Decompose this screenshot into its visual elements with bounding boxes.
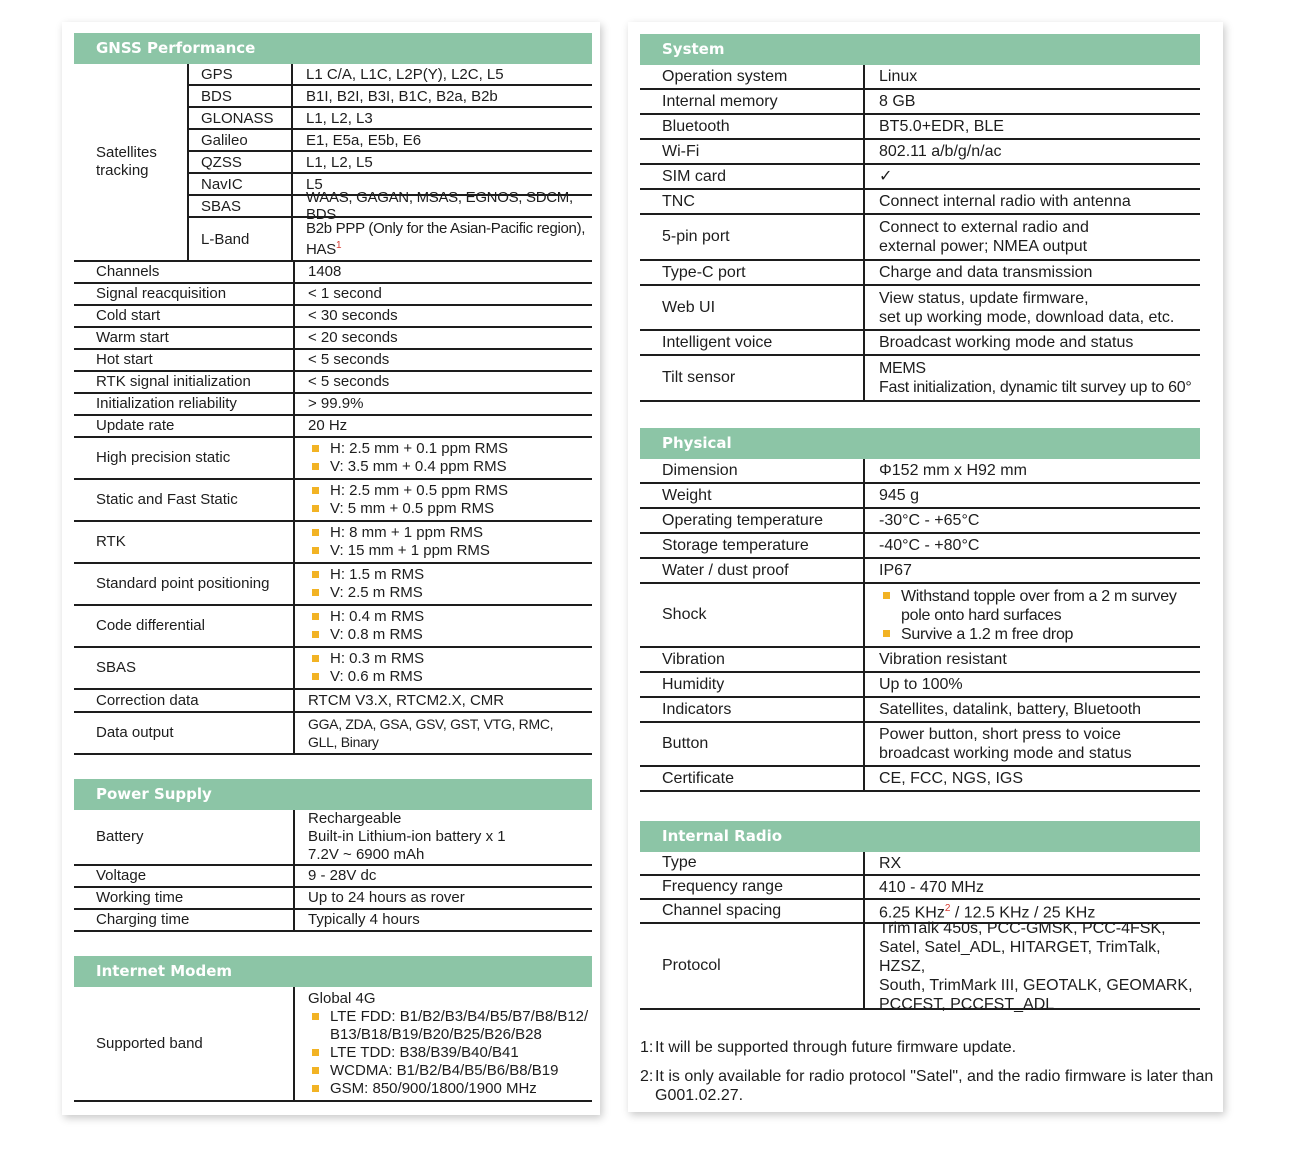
row-value [865,584,1200,646]
row-value: Vibration resistant [879,651,1007,668]
band-line: LTE FDD: B1/B2/B3/B4/B5/B7/B8/B12/ [308,1008,592,1026]
system-section-header: System [640,34,1200,65]
value-line: Fast initialization, dynamic tilt survey up to 60° [879,379,1192,396]
output-line: GGA, ZDA, GSA, GSV, GST, VTG, RMC, [308,716,554,732]
modem-head: Global 4G [308,989,376,1007]
row-label: Bluetooth [640,115,865,138]
row-value: Up to 100% [879,676,963,693]
voice-row [640,331,1200,356]
row-value: > 99.9% [308,395,364,412]
band-line: LTE TDD: B38/B39/B40/B41 [308,1044,592,1062]
row-label: Vibration [640,648,865,671]
row-label: Tilt sensor [640,356,865,400]
sat-row-glonass [187,108,592,130]
row-label: Intelligent voice [640,331,865,354]
accuracy-row [74,606,592,648]
row-label: TNC [640,190,865,213]
row-value [295,564,592,604]
row-value: 410 - 470 MHz [879,878,984,896]
row-value: Connect internal radio with antenna [879,193,1131,210]
value-line: Power button, short press to voice [879,726,1121,743]
footnote-1 [640,1038,1215,1057]
five-pin-row [640,215,1200,261]
row-label: SIM card [640,165,865,188]
row-label: Update rate [74,416,295,436]
row-label: Data output [74,713,295,753]
physical-row [640,698,1200,723]
radio-table [640,852,1200,1013]
protocol-line: PCCFST, PCCFST_ADL [879,995,1055,1013]
typec-row [640,261,1200,286]
supported-band-row [74,987,592,1102]
footnote-marker: 1 [335,240,342,251]
row-label: SBAS [74,648,295,688]
row-value [295,648,592,688]
correction-data-row [74,690,592,713]
row-label: Correction data [74,690,295,711]
vertical-accuracy: V: 3.5 mm + 0.4 ppm RMS [308,458,592,476]
spacing-rest: / 12.5 KHz / 25 KHz [950,904,1096,922]
power-table [74,810,592,932]
physical-row [640,534,1200,559]
row-value: 8 GB [879,93,916,110]
power-row [74,910,592,932]
sat-value [293,218,592,260]
row-value: IP67 [879,562,912,579]
accuracy-row [74,564,592,606]
row-value: Linux [879,68,918,85]
value-line: Connect to external radio and [879,219,1089,236]
sat-value: L1, L2, L3 [306,109,373,127]
row-value: Φ152 mm x H92 mm [879,462,1027,479]
row-value: Broadcast working mode and status [879,334,1134,351]
value-line: set up working mode, download data, etc. [879,308,1175,326]
vertical-accuracy: V: 2.5 m RMS [308,584,592,602]
lband-line: B2b PPP (Only for the Asian-Pacific region), [306,220,586,237]
row-value: Up to 24 hours as rover [308,889,465,906]
left-spec-panel [62,22,600,1115]
row-label: RTK signal initialization [74,372,295,392]
row-value [295,987,592,1100]
physical-row [640,484,1200,509]
sat-value: L1, L2, L5 [306,153,373,171]
vertical-accuracy: V: 5 mm + 0.5 ppm RMS [308,500,592,518]
horizontal-accuracy: H: 2.5 mm + 0.1 ppm RMS [308,440,592,458]
row-label: Operating temperature [640,509,865,532]
sat-row-bds [187,86,592,108]
row-label: Type-C port [640,261,865,284]
row-label: Working time [74,888,295,908]
protocol-line: TrimTalk 450s, PCC-GMSK, PCC-4FSK, [879,919,1166,937]
protocol-line: South, TrimMark III, GEOTALK, GEOMARK, [879,976,1193,994]
row-label: Static and Fast Static [74,480,295,520]
lband-line [306,237,592,258]
gnss-row [74,262,592,284]
sat-value: B1I, B2I, B3I, B1C, B2a, B2b [306,87,498,105]
row-value: < 1 second [308,285,382,302]
row-label: Channel spacing [640,900,865,922]
gnss-row [74,306,592,328]
sat-row-lband [187,218,592,260]
row-label: Shock [640,584,865,646]
row-value: -30°C - +65°C [879,512,980,529]
row-value: < 30 seconds [308,307,398,324]
accuracy-row [74,438,592,480]
sat-name: GLONASS [187,108,293,128]
row-value: 20 Hz [308,417,348,434]
row-value [295,522,592,562]
band-line: B13/B18/B19/B20/B25/B26/B28 [330,1025,542,1043]
protocol-line: Satel, Satel_ADL, HITARGET, TrimTalk, HZSZ, [879,938,1161,975]
gnss-row [74,328,592,350]
row-label: Operation system [640,65,865,88]
sat-name: BDS [187,86,293,106]
row-label: Internal memory [640,90,865,113]
value-line: broadcast working mode and status [879,745,1132,762]
protocol-row [640,919,1200,1013]
row-value [295,480,592,520]
gnss-row [74,416,592,438]
horizontal-accuracy: H: 1.5 m RMS [308,566,592,584]
button-row [640,723,1200,767]
modem-section-header: Internet Modem [74,956,592,987]
row-label: Weight [640,484,865,507]
sat-name: Galileo [187,130,293,150]
vertical-accuracy: V: 15 mm + 1 ppm RMS [308,542,592,560]
right-spec-panel [628,22,1223,1112]
power-row [74,888,592,910]
footnote-2 [640,1067,1215,1105]
physical-row [640,509,1200,534]
sat-row-gps [187,64,592,86]
row-value: CE, FCC, NGS, IGS [879,770,1024,787]
row-value: 1408 [308,263,342,280]
footnotes [640,1038,1215,1115]
accuracy-row [74,648,592,690]
row-value: RTCM V3.X, RTCM2.X, CMR [308,691,505,709]
row-value [865,215,1200,259]
gnss-row [74,372,592,394]
row-label: Signal reacquisition [74,284,295,304]
row-label: Wi-Fi [640,140,865,163]
battery-line: Built-in Lithium-ion battery x 1 [308,828,506,845]
row-label: Button [640,723,865,765]
gnss-section-header: GNSS Performance [74,33,592,64]
row-value [295,810,592,864]
horizontal-accuracy: H: 2.5 mm + 0.5 ppm RMS [308,482,592,500]
sat-name: SBAS [187,196,293,216]
row-value [295,606,592,646]
row-label: Supported band [74,987,295,1100]
system-row [640,140,1200,165]
row-label: Hot start [74,350,295,370]
webui-row [640,286,1200,331]
row-label: Code differential [74,606,295,646]
row-label: Charging time [74,910,295,930]
sat-row-qzss [187,152,592,174]
shock-line: Withstand topple over from a 2 m survey [879,587,1200,606]
check-icon: ✓ [879,168,893,185]
row-label: Humidity [640,673,865,696]
horizontal-accuracy: H: 8 mm + 1 ppm RMS [308,524,592,542]
gnss-row [74,350,592,372]
row-value: RX [879,854,902,872]
power-row [74,866,592,888]
frequency-row [640,876,1200,900]
row-value [865,356,1200,400]
row-label: Type [640,852,865,874]
sat-value: L1 C/A, L1C, L2P(Y), L2C, L5 [306,65,504,83]
physical-row [640,673,1200,698]
row-label: Warm start [74,328,295,348]
row-label: Protocol [640,924,865,1008]
row-value: < 5 seconds [308,351,390,368]
accuracy-row [74,522,592,564]
footnote-text: It is only available for radio protocol "Satel", and the radio firmware is later than G001.02.27. [655,1068,1214,1104]
footnote-marker: 2 [944,903,951,915]
row-label: Cold start [74,306,295,326]
value-line: external power; NMEA output [879,238,1088,255]
shock-row [640,584,1200,648]
row-value: 945 g [879,487,920,504]
gnss-row [74,284,592,306]
sat-name: L-Band [187,218,293,260]
row-label: Frequency range [640,876,865,898]
sat-name: QZSS [187,152,293,172]
band-line: WCDMA: B1/B2/B4/B5/B6/B8/B19 [308,1062,592,1080]
physical-table [640,459,1200,792]
certificate-row [640,767,1200,792]
gnss-table [74,64,592,755]
spacing-first: 6.25 KHz [879,904,945,922]
row-label: Certificate [640,767,865,790]
sat-value: L5 [306,175,323,193]
row-value: 9 - 28V dc [308,867,377,884]
radio-type-row [640,852,1200,876]
vertical-accuracy: V: 0.6 m RMS [308,668,592,686]
sat-name: NavIC [187,174,293,194]
footnote-number: 2: [640,1068,654,1085]
row-value [295,438,592,478]
battery-line: Rechargeable [308,810,402,827]
sat-row-galileo [187,130,592,152]
radio-section-header: Internal Radio [640,821,1200,852]
physical-row [640,648,1200,673]
physical-row [640,459,1200,484]
row-value: Charge and data transmission [879,264,1093,281]
row-label: Channels [74,262,295,282]
row-value [865,286,1200,329]
row-label: Standard point positioning [74,564,295,604]
output-line: GLL, Binary [308,734,379,750]
shock-line: Survive a 1.2 m free drop [879,625,1200,644]
battery-row [74,810,592,866]
row-label: Water / dust proof [640,559,865,582]
row-label: Initialization reliability [74,394,295,414]
row-label: Storage temperature [640,534,865,557]
footnote-number: 1: [640,1039,654,1056]
footnote-text: It will be supported through future firmware update. [655,1039,1017,1056]
system-row [640,90,1200,115]
gnss-row [74,394,592,416]
row-value: 802.11 a/b/g/n/ac [879,143,1002,160]
row-label: Voltage [74,866,295,886]
accuracy-row [74,480,592,522]
row-value [295,713,592,753]
tilt-row [640,356,1200,402]
row-label: Indicators [640,698,865,721]
row-value: -40°C - +80°C [879,537,980,554]
horizontal-accuracy: H: 0.4 m RMS [308,608,592,626]
row-label: High precision static [74,438,295,478]
sat-name: GPS [187,64,293,84]
value-line: View status, update firmware, [879,289,1089,307]
row-label: Dimension [640,459,865,482]
physical-section-header: Physical [640,428,1200,459]
system-row [640,165,1200,190]
row-label: Battery [74,810,295,864]
sat-row-sbas [187,189,592,223]
row-value [865,919,1200,1013]
vertical-accuracy: V: 0.8 m RMS [308,626,592,644]
row-label: 5-pin port [640,215,865,259]
shock-line: pole onto hard surfaces [901,606,1062,624]
satellite-systems [187,64,592,260]
power-section-header: Power Supply [74,779,592,810]
physical-row [640,559,1200,584]
row-value [865,723,1200,765]
modem-table [74,987,592,1102]
satellites-tracking-label: Satellites tracking [96,144,157,179]
row-value: Satellites, datalink, battery, Bluetooth [879,701,1142,718]
system-row [640,115,1200,140]
battery-line: 7.2V ~ 6900 mAh [308,846,425,863]
row-label: RTK [74,522,295,562]
row-value: < 5 seconds [308,373,390,390]
has-text: HAS [306,241,336,258]
row-value: BT5.0+EDR, BLE [879,118,1004,135]
system-row [640,65,1200,90]
row-label: Web UI [640,286,865,329]
sat-value: E1, E5a, E5b, E6 [306,131,422,149]
system-table [640,65,1200,402]
band-line: GSM: 850/900/1800/1900 MHz [308,1080,592,1098]
satellites-tracking-block [74,64,592,262]
value-line: MEMS [879,360,926,377]
data-output-row [74,713,592,755]
row-value: Typically 4 hours [308,911,420,928]
sat-value: WAAS, GAGAN, MSAS, EGNOS, SDCM, BDS [306,189,573,223]
system-row [640,190,1200,215]
horizontal-accuracy: H: 0.3 m RMS [308,650,592,668]
row-value: < 20 seconds [308,329,398,346]
